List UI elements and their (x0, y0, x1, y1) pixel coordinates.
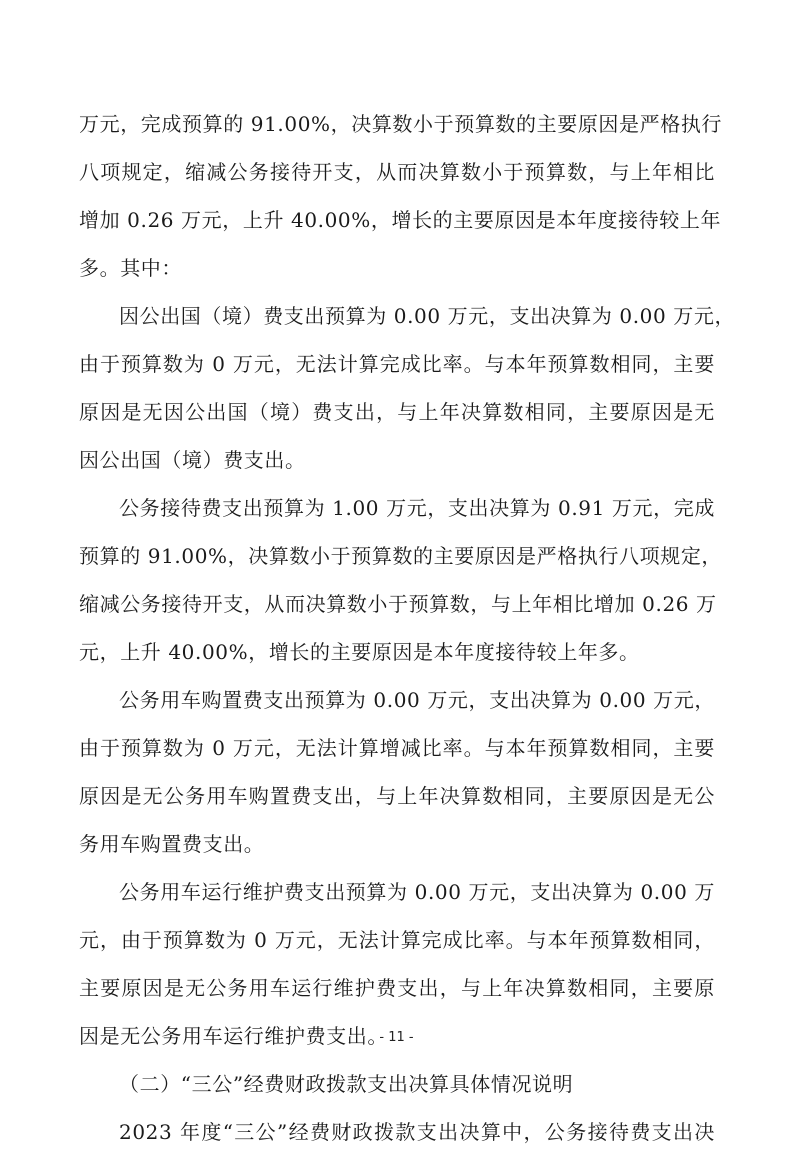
text-line: 公务用车运行维护费支出预算为 0.00 万元，支出决算为 0.00 万 (119, 880, 715, 904)
paragraph-overseas-travel (79, 292, 736, 484)
body-text (79, 100, 736, 1156)
page-number: - 11 - (379, 1030, 414, 1045)
text-line: 由于预算数为 0 万元，无法计算增减比率。与本年预算数相同，主要 (79, 736, 715, 760)
text-line: 公务接待费支出预算为 1.00 万元，支出决算为 0.91 万元，完成 (119, 496, 715, 520)
text-line: 缩减公务接待开支，从而决算数小于预算数，与上年相比增加 0.26 万 (79, 592, 717, 616)
text-line: 增加 0.26 万元，上升 40.00%，增长的主要原因是本年度接待较上年 (79, 208, 722, 232)
paragraph-vehicle-purchase (79, 676, 715, 868)
text-line: 主要原因是无公务用车运行维护费支出，与上年决算数相同，主要原 (79, 976, 715, 1000)
text-line: 元，上升 40.00%，增长的主要原因是本年度接待较上年多。 (79, 640, 640, 664)
text-line: 多。其中： (79, 256, 182, 280)
section-heading: （二）“三公”经费财政拨款支出决算具体情况说明 (119, 1072, 574, 1096)
text-line: 公务用车购置费支出预算为 0.00 万元，支出决算为 0.00 万元， (119, 688, 715, 712)
text-line: 万元，完成预算的 91.00%，决算数小于预算数的主要原因是严格执行 (79, 112, 723, 136)
text-line: 原因是无公务用车购置费支出，与上年决算数相同，主要原因是无公 (79, 784, 715, 808)
text-line: 因公出国（境）费支出预算为 0.00 万元，支出决算为 0.00 万元， (119, 304, 736, 328)
text-line: 预算的 91.00%，决算数小于预算数的主要原因是严格执行八项规定， (79, 544, 723, 568)
paragraph-hospitality-summary (79, 100, 723, 292)
text-line: 八项规定，缩减公务接待开支，从而决算数小于预算数，与上年相比 (79, 160, 715, 184)
text-line: 由于预算数为 0 万元，无法计算完成比率。与本年预算数相同，主要 (79, 352, 715, 376)
paragraph-official-reception (79, 484, 723, 676)
text-line: 因是无公务用车运行维护费支出。 (79, 1024, 388, 1048)
closing-line: 2023 年度“三公”经费财政拨款支出决算中，公务接待费支出决 (119, 1120, 715, 1144)
text-line: 因公出国（境）费支出。 (79, 448, 306, 472)
text-line: 务用车购置费支出。 (79, 832, 265, 856)
text-line: 元，由于预算数为 0 万元，无法计算完成比率。与本年预算数相同， (79, 928, 715, 952)
text-line: 原因是无因公出国（境）费支出，与上年决算数相同，主要原因是无 (79, 400, 715, 424)
